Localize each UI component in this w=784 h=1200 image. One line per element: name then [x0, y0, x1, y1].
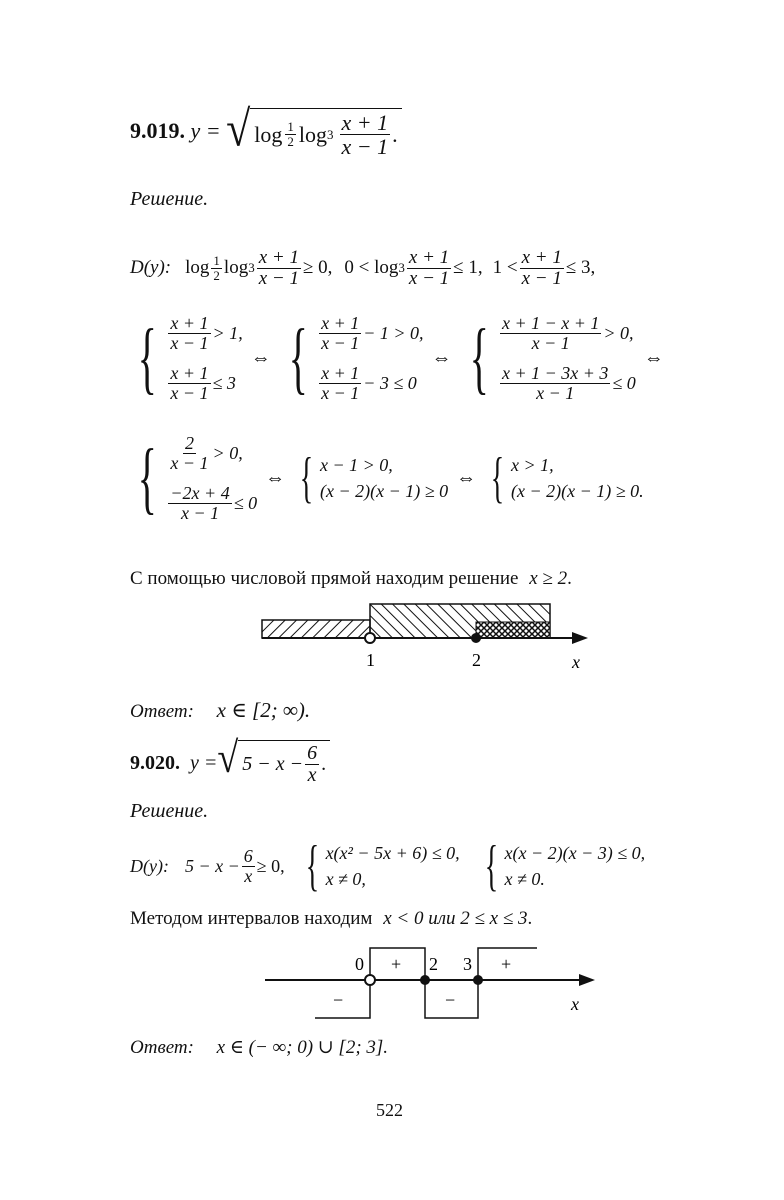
tick-label-2: 2 — [429, 954, 438, 974]
log-label: log — [298, 121, 328, 147]
sign-minus-2: − — [445, 990, 456, 1010]
left-brace: { — [484, 835, 498, 897]
y-equals: y = — [190, 118, 221, 144]
iff-arrow: ⇔ — [250, 346, 271, 369]
log-label: log — [185, 257, 210, 279]
fraction: $\frac{x + 1}{x - 1}$ — [258, 247, 299, 289]
axis-arrow-icon — [572, 632, 588, 644]
system-h: x(x − 2)(x − 3) ≤ 0, x ≠ 0. — [504, 842, 646, 889]
answer-value: x ∈ [2; ∞). — [216, 698, 311, 722]
solution-heading-2: Решение. — [130, 800, 209, 822]
tick-label-2: 2 — [472, 650, 481, 670]
fraction: $\frac{x + 1}{x - 1}$ — [341, 110, 389, 160]
solution-heading: Решение. — [130, 188, 209, 210]
ge-zero: ≥ 0, — [302, 257, 333, 279]
left-brace: { — [137, 434, 157, 522]
problem-number: 9.020. — [130, 751, 180, 774]
system-d: $\frac{2}{x - 1}$ > 0, $\frac{-2x + 4}{x - 1}$ ≤ 0 — [170, 432, 258, 523]
number-line-text-1: С помощью числовой прямой находим решение x ≥ 2. — [130, 568, 572, 589]
system-e: x − 1 > 0, (x − 2)(x − 1) ≥ 0 — [319, 454, 449, 501]
domain-label: D(y): — [130, 257, 172, 279]
system-a: $\frac{x + 1}{x - 1}$ > 1, $\frac{x + 1}{x - 1}$ ≤ 3 — [170, 312, 243, 403]
base-3: 3 — [398, 260, 405, 276]
interval-text: Методом интервалов находим x < 0 или 2 ≤ x ≤ 3. — [130, 908, 533, 929]
tick-label-3: 3 — [463, 954, 472, 974]
answer-label: Ответ: — [130, 1037, 194, 1058]
domain-line-1 — [130, 248, 595, 289]
left-brace: { — [490, 447, 505, 509]
base-3: 3 — [327, 126, 334, 142]
iff-arrow: ⇔ — [431, 346, 452, 369]
period: . — [392, 121, 398, 147]
left-brace: { — [299, 447, 314, 509]
sqrt-expression: √ 5 − x − $\frac{6}{x}$ . — [217, 740, 330, 786]
radical-sign: √ — [217, 734, 239, 783]
le-one: ≤ 1, — [453, 257, 483, 279]
hatched-region-left — [262, 620, 370, 638]
answer-2 — [130, 1036, 388, 1059]
fraction: $\frac{x + 1}{x - 1}$ — [521, 247, 562, 289]
tick-label-0: 0 — [355, 954, 364, 974]
sign-minus-1: − — [333, 990, 344, 1010]
open-point-0 — [365, 975, 375, 985]
solution-region — [476, 622, 550, 638]
left-brace: { — [305, 835, 319, 897]
base-half: $\frac{1}{2}$ — [287, 119, 294, 150]
left-brace: { — [137, 314, 157, 402]
sign-plus-2: + — [501, 954, 512, 974]
log-label: log — [223, 257, 249, 279]
result: x ≥ 2 — [529, 568, 568, 589]
problem-number: 9.019. — [130, 118, 185, 144]
iff-arrow: ⇔ — [265, 466, 286, 489]
number-line-diagram-1 — [250, 598, 600, 676]
system-g: x(x² − 5x + 6) ≤ 0, x ≠ 0, — [325, 842, 460, 889]
left-brace: { — [288, 314, 308, 402]
zero-less: 0 < log — [344, 257, 399, 279]
y-equals: y = — [190, 751, 218, 774]
system-f: x > 1, (x − 2)(x − 1) ≥ 0. — [511, 454, 644, 501]
problem-9-020-formula — [130, 734, 330, 786]
axis-label: x — [571, 994, 579, 1014]
system-row-1 — [128, 308, 672, 408]
axis-arrow-icon — [579, 974, 595, 986]
domain-label: D(y): — [130, 855, 169, 876]
answer-label: Ответ: — [130, 701, 194, 722]
domain-line-2: D(y): 5 − x − $\frac{6}{x}$ ≥ 0, { x(x² − 5x + 6) ≤ 0, x ≠ 0, { x(x − 2)(x − 3) ≤ 0, x ≠ 0. — [130, 835, 646, 897]
sqrt-expression — [226, 100, 402, 160]
tick-label-1: 1 — [366, 650, 375, 670]
one-less: 1 < — [492, 257, 518, 279]
base-half: $\frac{1}{2}$ — [213, 253, 220, 283]
iff-arrow: ⇔ — [643, 346, 664, 369]
sign-plus-1: + — [391, 954, 402, 974]
result: x < 0 или 2 ≤ x ≤ 3 — [383, 908, 528, 929]
sentence: С помощью числовой прямой находим решение — [130, 568, 519, 589]
system-c: $\frac{x + 1 - x + 1}{x - 1}$ > 0, $\frac{x + 1 - 3x + 3}{x - 1}$ ≤ 0 — [501, 312, 636, 403]
system-b: $\frac{x + 1}{x - 1}$ − 1 > 0, $\frac{x + 1}{x - 1}$ − 3 ≤ 0 — [321, 312, 424, 403]
log-label: log — [254, 121, 283, 147]
left-brace: { — [469, 314, 489, 402]
answer-1 — [130, 698, 310, 723]
le-three: ≤ 3, — [565, 257, 596, 279]
iff-arrow: ⇔ — [456, 466, 477, 489]
closed-point-3 — [473, 975, 483, 985]
base-3: 3 — [248, 260, 255, 276]
interval-diagram — [255, 940, 600, 1022]
axis-label: x — [572, 652, 580, 672]
closed-point — [471, 633, 481, 643]
closed-point-2 — [420, 975, 430, 985]
fraction: $\frac{x + 1}{x - 1}$ — [408, 247, 450, 289]
system-row-2 — [128, 428, 644, 528]
sentence: Методом интервалов находим — [130, 908, 373, 929]
problem-9-019-formula — [130, 100, 402, 160]
open-point — [365, 633, 375, 643]
page-number: 522 — [376, 1100, 403, 1120]
answer-value: x ∈ (− ∞; 0) ∪ [2; 3]. — [216, 1037, 389, 1058]
radical-sign: √ — [226, 100, 251, 158]
